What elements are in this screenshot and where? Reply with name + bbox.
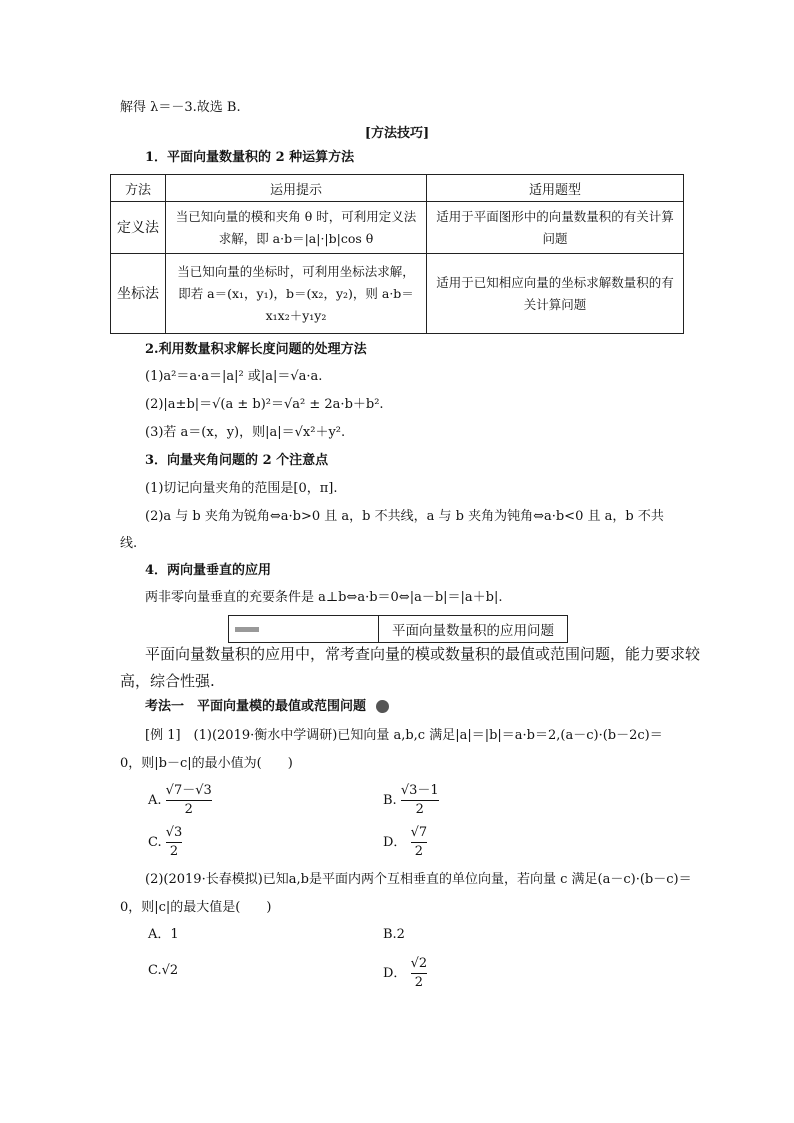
example1-line: [例 1] (1)(2019·衡水中学调研)已知向量 a,b,c 满足|a|＝|b|＝a·b＝2,(a－c)·(b－2c)＝: [145, 728, 663, 743]
option-b[interactable]: [383, 782, 439, 819]
example2-line: 0，则|c|的最大值是( ): [120, 900, 272, 915]
example2-line: (2)(2019·长春模拟)已知a,b是平面内两个互相垂直的单位向量，若向量 c 满足(a－c)·(b－c)＝: [145, 872, 692, 887]
fraction-numerator: √7: [411, 824, 428, 843]
table-cell-method: 坐标法: [111, 254, 166, 334]
option-c[interactable]: [148, 824, 182, 861]
item2-line: (3)若 a＝(x，y)，则|a|＝√x²＋y².: [145, 425, 346, 440]
option-d[interactable]: [383, 955, 427, 992]
option-c[interactable]: C.√2: [148, 963, 179, 978]
item2-title: 2.利用数量积求解长度问题的处理方法: [145, 342, 367, 357]
table-header: 适用题型: [427, 175, 684, 202]
option-label: D．: [383, 835, 407, 850]
table-cell-hint: 当已知向量的坐标时，可利用坐标法求解，即若 a＝(x₁，y₁)，b＝(x₂，y₂)，则 a·b＝x₁x₂＋y₁y₂: [166, 254, 427, 334]
item4-line: 两非零向量垂直的充要条件是 a⊥b⇔a·b＝0⇔|a－b|＝|a＋b|.: [145, 590, 503, 605]
fraction-denominator: 2: [169, 844, 179, 859]
table-header-row: [111, 175, 684, 202]
fraction: [411, 824, 428, 861]
item3-line: 线.: [120, 536, 138, 551]
methods-table: [110, 174, 684, 334]
fraction: [166, 824, 183, 861]
fraction-numerator: √7－√3: [166, 782, 212, 801]
option-a[interactable]: A．1: [148, 927, 179, 942]
item2-line: (2)|a±b|＝√(a ± b)²＝√a² ± 2a·b＋b².: [145, 397, 384, 412]
method-title-text: 考法一 平面向量模的最值或范围问题: [145, 699, 367, 714]
table-header: 方法: [111, 175, 166, 202]
table-cell-hint: 当已知向量的模和夹角 θ 时，可利用定义法求解，即 a·b＝|a|·|b|cos θ: [166, 202, 427, 254]
item3-line: (2)a 与 b 夹角为锐角⇔a·b>0 且 a，b 不共线，a 与 b 夹角为钝角⇔a·b<0 且 a，b 不共: [145, 509, 664, 524]
option-label: C.: [148, 835, 162, 850]
item1-title: 1．平面向量数量积的 2 种运算方法: [145, 150, 355, 165]
fraction-denominator: 2: [414, 844, 423, 859]
section-banner: [228, 615, 568, 643]
item4-title: 4．两向量垂直的应用: [145, 563, 272, 578]
table-row: [111, 202, 684, 254]
section-tag: [方法技巧]: [364, 126, 430, 141]
fraction-numerator: √3－1: [401, 782, 439, 801]
table-header: 运用提示: [166, 175, 427, 202]
banner-left: [229, 616, 379, 642]
example1-line: 0，则|b－c|的最小值为( ): [120, 756, 293, 771]
fraction: [401, 782, 439, 819]
banner-bar-icon: [235, 627, 259, 632]
fraction: [411, 955, 428, 992]
option-a[interactable]: [148, 782, 212, 819]
bullet-dot-icon: [376, 700, 389, 713]
table-cell-use: 适用于平面图形中的向量数量积的有关计算问题: [427, 202, 684, 254]
table-row: [111, 254, 684, 334]
method-title: [145, 698, 389, 716]
fraction-denominator: 2: [415, 802, 424, 817]
fraction-denominator: 2: [414, 975, 423, 990]
banner-title: 平面向量数量积的应用问题: [392, 623, 554, 639]
table-cell-method: 定义法: [111, 202, 166, 254]
fraction-numerator: √2: [411, 955, 428, 974]
item3-title: 3．向量夹角问题的 2 个注意点: [145, 453, 329, 468]
fraction-numerator: √3: [166, 824, 183, 843]
table-cell-use: 适用于已知相应向量的坐标求解数量积的有关计算问题: [427, 254, 684, 334]
intro-line: 高，综合性强.: [120, 672, 215, 690]
top-line: 解得 λ＝－3.故选 B.: [120, 100, 241, 115]
item2-line: (1)a²＝a·a＝|a|² 或|a|＝√a·a.: [145, 369, 323, 384]
option-b[interactable]: B.2: [383, 927, 405, 942]
item3-line: (1)切记向量夹角的范围是[0，π].: [145, 481, 338, 496]
option-label: A.: [148, 793, 162, 808]
option-label: B.: [383, 793, 397, 808]
option-d[interactable]: [383, 824, 427, 861]
fraction: [166, 782, 212, 819]
fraction-denominator: 2: [184, 802, 193, 817]
intro-line: 平面向量数量积的应用中，常考查向量的模或数量积的最值或范围问题，能力要求较: [145, 645, 701, 663]
option-label: D．: [383, 966, 407, 981]
